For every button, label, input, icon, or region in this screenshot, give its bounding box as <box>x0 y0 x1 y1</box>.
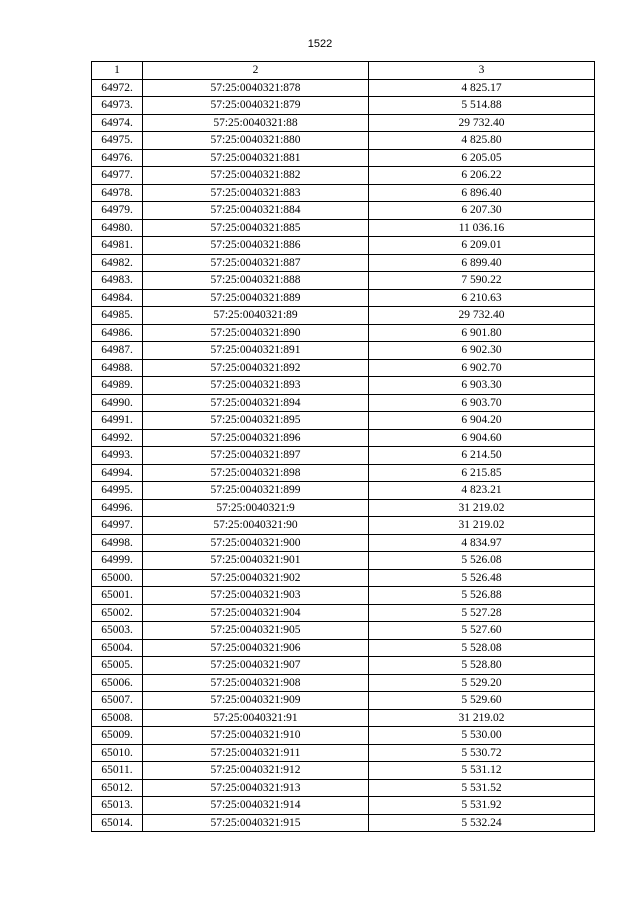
row-number-cell: 65002. <box>92 604 143 622</box>
table-row <box>92 779 595 797</box>
row-number-cell: 64988. <box>92 359 143 377</box>
table-row <box>92 657 595 675</box>
value-cell: 5 526.88 <box>369 587 595 605</box>
cadastral-number-cell: 57:25:0040321:896 <box>143 429 369 447</box>
row-number-cell: 64998. <box>92 534 143 552</box>
table-row <box>92 412 595 430</box>
cadastral-number-cell: 57:25:0040321:888 <box>143 272 369 290</box>
row-number-cell: 65001. <box>92 587 143 605</box>
value-cell: 5 526.48 <box>369 569 595 587</box>
value-cell: 6 210.63 <box>369 289 595 307</box>
row-number-cell: 64973. <box>92 97 143 115</box>
cadastral-number-cell: 57:25:0040321:909 <box>143 692 369 710</box>
cadastral-number-cell: 57:25:0040321:905 <box>143 622 369 640</box>
value-cell: 6 215.85 <box>369 464 595 482</box>
row-number-cell: 64997. <box>92 517 143 535</box>
column-header: 1 <box>92 62 143 80</box>
row-number-cell: 64991. <box>92 412 143 430</box>
row-number-cell: 64975. <box>92 132 143 150</box>
value-cell: 5 531.12 <box>369 762 595 780</box>
cadastral-number-cell: 57:25:0040321:880 <box>143 132 369 150</box>
value-cell: 6 902.70 <box>369 359 595 377</box>
row-number-cell: 64995. <box>92 482 143 500</box>
cadastral-number-cell: 57:25:0040321:886 <box>143 237 369 255</box>
value-cell: 6 896.40 <box>369 184 595 202</box>
table-row <box>92 237 595 255</box>
row-number-cell: 65010. <box>92 744 143 762</box>
row-number-cell: 64993. <box>92 447 143 465</box>
table-row <box>92 517 595 535</box>
value-cell: 5 514.88 <box>369 97 595 115</box>
table-row <box>92 744 595 762</box>
table-row <box>92 552 595 570</box>
row-number-cell: 65006. <box>92 674 143 692</box>
table-row <box>92 499 595 517</box>
value-cell: 11 036.16 <box>369 219 595 237</box>
cadastral-number-cell: 57:25:0040321:895 <box>143 412 369 430</box>
table-row <box>92 814 595 832</box>
cadastral-number-cell: 57:25:0040321:893 <box>143 377 369 395</box>
value-cell: 5 530.72 <box>369 744 595 762</box>
cadastral-number-cell: 57:25:0040321:91 <box>143 709 369 727</box>
cadastral-number-cell: 57:25:0040321:90 <box>143 517 369 535</box>
table-row <box>92 727 595 745</box>
table-row <box>92 289 595 307</box>
table-row <box>92 254 595 272</box>
value-cell: 5 531.92 <box>369 797 595 815</box>
cadastral-number-cell: 57:25:0040321:889 <box>143 289 369 307</box>
cadastral-number-cell: 57:25:0040321:885 <box>143 219 369 237</box>
row-number-cell: 65004. <box>92 639 143 657</box>
cadastral-number-cell: 57:25:0040321:884 <box>143 202 369 220</box>
value-cell: 6 904.60 <box>369 429 595 447</box>
value-cell: 31 219.02 <box>369 709 595 727</box>
value-cell: 4 834.97 <box>369 534 595 552</box>
table-row <box>92 797 595 815</box>
row-number-cell: 65000. <box>92 569 143 587</box>
row-number-cell: 64989. <box>92 377 143 395</box>
table-row <box>92 429 595 447</box>
table-row <box>92 762 595 780</box>
row-number-cell: 64994. <box>92 464 143 482</box>
row-number-cell: 64984. <box>92 289 143 307</box>
cadastral-number-cell: 57:25:0040321:879 <box>143 97 369 115</box>
cadastral-number-cell: 57:25:0040321:907 <box>143 657 369 675</box>
cadastral-number-cell: 57:25:0040321:900 <box>143 534 369 552</box>
row-number-cell: 65008. <box>92 709 143 727</box>
table-row <box>92 324 595 342</box>
row-number-cell: 64992. <box>92 429 143 447</box>
cadastral-number-cell: 57:25:0040321:899 <box>143 482 369 500</box>
row-number-cell: 64977. <box>92 167 143 185</box>
row-number-cell: 64996. <box>92 499 143 517</box>
row-number-cell: 65014. <box>92 814 143 832</box>
table-row <box>92 604 595 622</box>
value-cell: 6 206.22 <box>369 167 595 185</box>
value-cell: 6 903.30 <box>369 377 595 395</box>
row-number-cell: 64986. <box>92 324 143 342</box>
table-row <box>92 482 595 500</box>
row-number-cell: 65003. <box>92 622 143 640</box>
table-row <box>92 149 595 167</box>
table-row <box>92 97 595 115</box>
cadastral-number-cell: 57:25:0040321:906 <box>143 639 369 657</box>
row-number-cell: 64985. <box>92 307 143 325</box>
row-number-cell: 64980. <box>92 219 143 237</box>
cadastral-number-cell: 57:25:0040321:878 <box>143 79 369 97</box>
cadastral-number-cell: 57:25:0040321:914 <box>143 797 369 815</box>
row-number-cell: 64974. <box>92 114 143 132</box>
cadastral-number-cell: 57:25:0040321:883 <box>143 184 369 202</box>
value-cell: 6 901.80 <box>369 324 595 342</box>
cadastral-number-cell: 57:25:0040321:904 <box>143 604 369 622</box>
table-row <box>92 709 595 727</box>
cadastral-number-cell: 57:25:0040321:9 <box>143 499 369 517</box>
row-number-cell: 64987. <box>92 342 143 360</box>
cadastral-number-cell: 57:25:0040321:882 <box>143 167 369 185</box>
row-number-cell: 64972. <box>92 79 143 97</box>
row-number-cell: 64979. <box>92 202 143 220</box>
value-cell: 6 214.50 <box>369 447 595 465</box>
value-cell: 31 219.02 <box>369 499 595 517</box>
cadastral-number-cell: 57:25:0040321:908 <box>143 674 369 692</box>
column-header: 2 <box>143 62 369 80</box>
table-row <box>92 639 595 657</box>
value-cell: 5 528.80 <box>369 657 595 675</box>
table-row <box>92 79 595 97</box>
cadastral-number-cell: 57:25:0040321:88 <box>143 114 369 132</box>
cadastral-number-cell: 57:25:0040321:897 <box>143 447 369 465</box>
value-cell: 5 531.52 <box>369 779 595 797</box>
cadastral-number-cell: 57:25:0040321:911 <box>143 744 369 762</box>
value-cell: 31 219.02 <box>369 517 595 535</box>
cadastral-number-cell: 57:25:0040321:912 <box>143 762 369 780</box>
table-row <box>92 342 595 360</box>
value-cell: 5 528.08 <box>369 639 595 657</box>
table-row <box>92 464 595 482</box>
table-row <box>92 184 595 202</box>
row-number-cell: 65012. <box>92 779 143 797</box>
table-row <box>92 447 595 465</box>
cadastral-number-cell: 57:25:0040321:901 <box>143 552 369 570</box>
table-row <box>92 674 595 692</box>
cadastral-number-cell: 57:25:0040321:903 <box>143 587 369 605</box>
cadastral-number-cell: 57:25:0040321:898 <box>143 464 369 482</box>
value-cell: 6 205.05 <box>369 149 595 167</box>
table-row <box>92 622 595 640</box>
cadastral-number-cell: 57:25:0040321:913 <box>143 779 369 797</box>
value-cell: 29 732.40 <box>369 114 595 132</box>
value-cell: 6 903.70 <box>369 394 595 412</box>
table-row <box>92 534 595 552</box>
table-row <box>92 202 595 220</box>
value-cell: 5 532.24 <box>369 814 595 832</box>
value-cell: 5 530.00 <box>369 727 595 745</box>
table-row <box>92 692 595 710</box>
row-number-cell: 65009. <box>92 727 143 745</box>
value-cell: 5 529.20 <box>369 674 595 692</box>
table-row <box>92 272 595 290</box>
value-cell: 5 529.60 <box>369 692 595 710</box>
value-cell: 6 904.20 <box>369 412 595 430</box>
table-row <box>92 587 595 605</box>
value-cell: 5 527.60 <box>369 622 595 640</box>
cadastral-number-cell: 57:25:0040321:892 <box>143 359 369 377</box>
page-number: 1522 <box>307 38 333 50</box>
table-row <box>92 132 595 150</box>
table-header-row <box>92 62 595 80</box>
value-cell: 29 732.40 <box>369 307 595 325</box>
value-cell: 6 899.40 <box>369 254 595 272</box>
cadastral-number-cell: 57:25:0040321:890 <box>143 324 369 342</box>
value-cell: 6 902.30 <box>369 342 595 360</box>
column-header: 3 <box>369 62 595 80</box>
cadastral-number-cell: 57:25:0040321:902 <box>143 569 369 587</box>
row-number-cell: 65013. <box>92 797 143 815</box>
value-cell: 5 527.28 <box>369 604 595 622</box>
cadastral-number-cell: 57:25:0040321:891 <box>143 342 369 360</box>
row-number-cell: 64990. <box>92 394 143 412</box>
value-cell: 5 526.08 <box>369 552 595 570</box>
table-row <box>92 569 595 587</box>
row-number-cell: 64976. <box>92 149 143 167</box>
table-row <box>92 219 595 237</box>
row-number-cell: 64983. <box>92 272 143 290</box>
table-row <box>92 307 595 325</box>
cadastral-number-cell: 57:25:0040321:89 <box>143 307 369 325</box>
cadastral-table <box>91 61 595 832</box>
row-number-cell: 64999. <box>92 552 143 570</box>
value-cell: 6 207.30 <box>369 202 595 220</box>
cadastral-number-cell: 57:25:0040321:915 <box>143 814 369 832</box>
table-row <box>92 114 595 132</box>
value-cell: 4 825.17 <box>369 79 595 97</box>
cadastral-number-cell: 57:25:0040321:910 <box>143 727 369 745</box>
row-number-cell: 65005. <box>92 657 143 675</box>
table-row <box>92 167 595 185</box>
value-cell: 4 823.21 <box>369 482 595 500</box>
row-number-cell: 64982. <box>92 254 143 272</box>
table-row <box>92 394 595 412</box>
row-number-cell: 64978. <box>92 184 143 202</box>
table-body <box>92 79 595 832</box>
table-row <box>92 359 595 377</box>
cadastral-number-cell: 57:25:0040321:881 <box>143 149 369 167</box>
value-cell: 7 590.22 <box>369 272 595 290</box>
cadastral-number-cell: 57:25:0040321:887 <box>143 254 369 272</box>
table-row <box>92 377 595 395</box>
row-number-cell: 65011. <box>92 762 143 780</box>
value-cell: 6 209.01 <box>369 237 595 255</box>
row-number-cell: 65007. <box>92 692 143 710</box>
row-number-cell: 64981. <box>92 237 143 255</box>
value-cell: 4 825.80 <box>369 132 595 150</box>
cadastral-number-cell: 57:25:0040321:894 <box>143 394 369 412</box>
